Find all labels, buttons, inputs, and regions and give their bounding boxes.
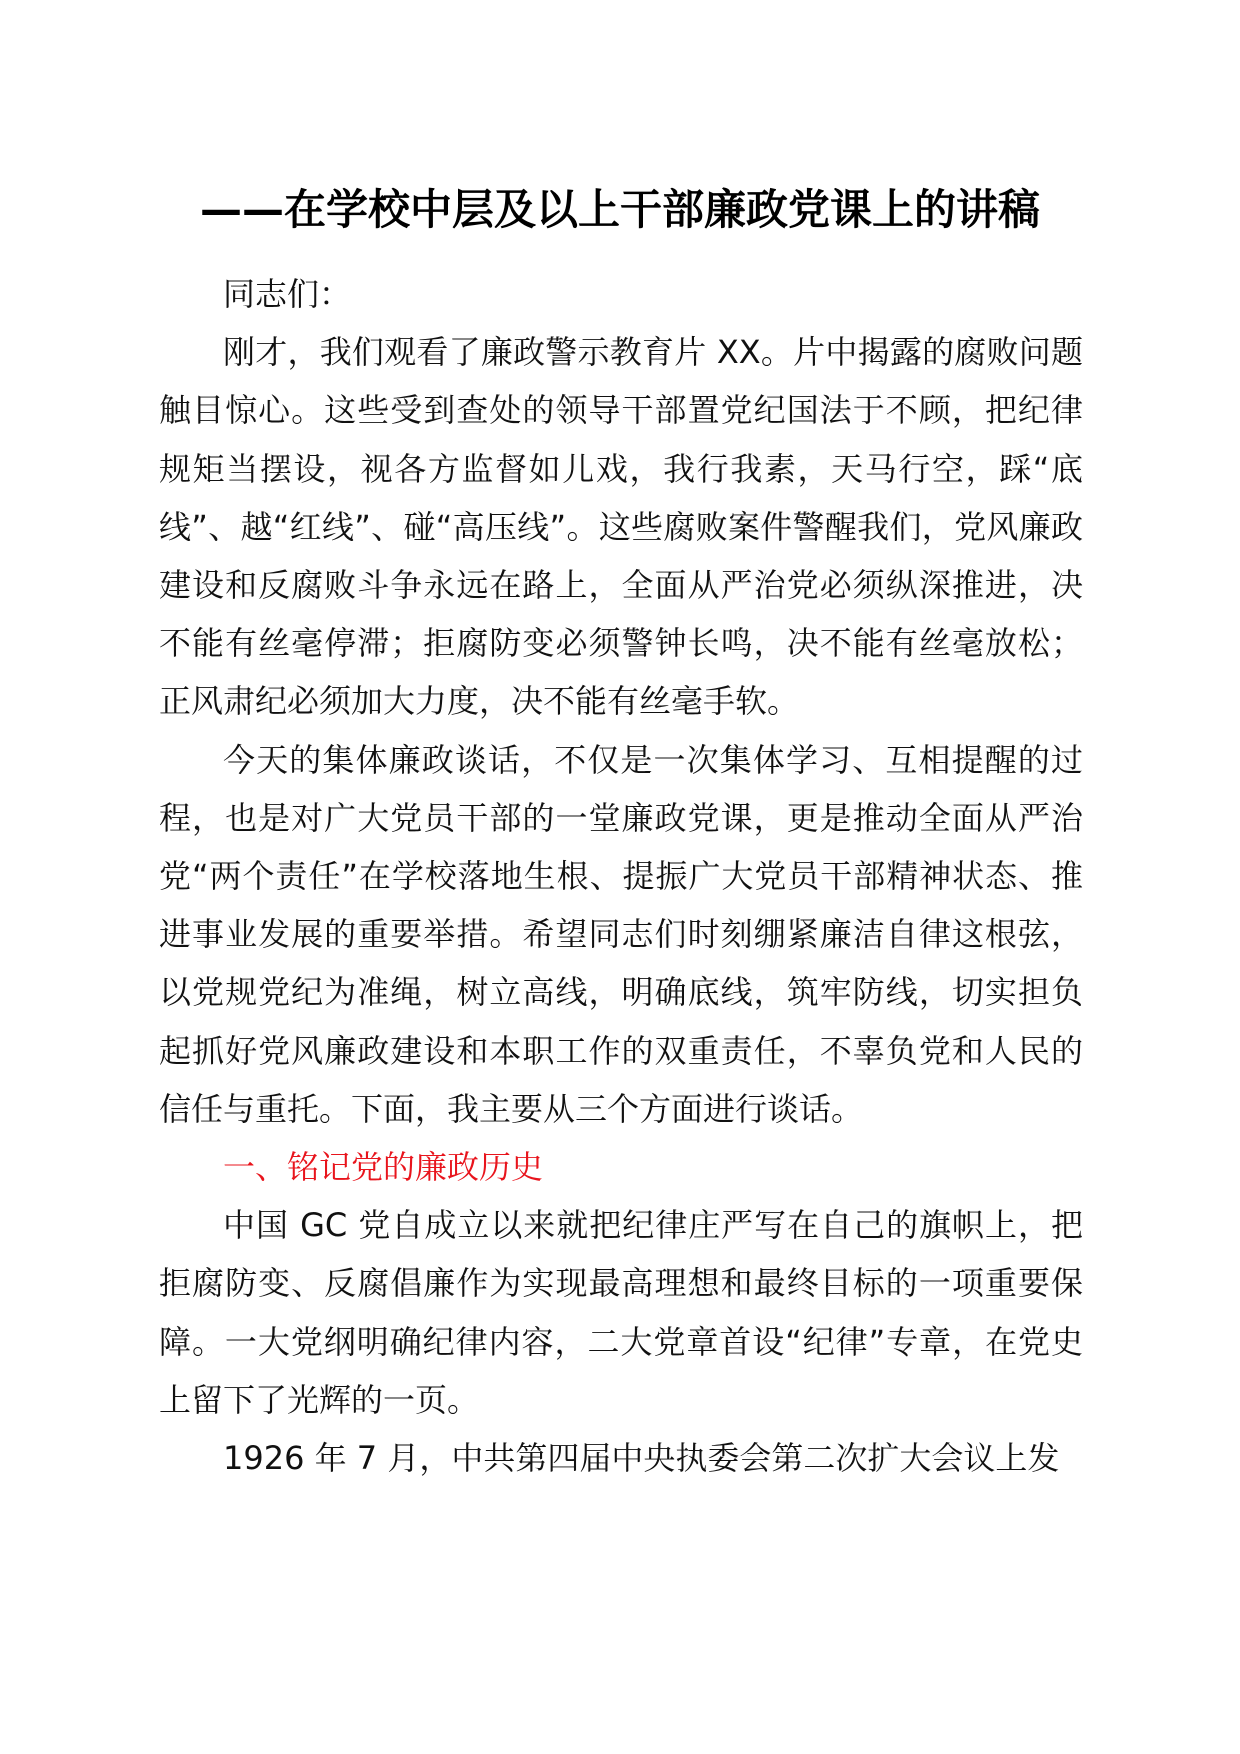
greeting: 同志们： (223, 275, 352, 313)
paragraph: 中国 GC 党自成立以来就把纪律庄严写在自己的旗帜上，把拒腐防变、反腐倡廉作为实现最高理想和最终目标的一项重要保障。一大党纲明确纪律内容，二大党章首设“纪律”专章，在党史上留下了光辉的一页。 (159, 1206, 1083, 1419)
paragraph: 1926 年 7 月，中共第四届中央执委会第二次扩大会议上发 (223, 1439, 1060, 1478)
paragraph: 今天的集体廉政谈话，不仅是一次集体学习、互相提醒的过程，也是对广大党员干部的一堂廉政党课，更是推动全面从严治党“两个责任”在学校落地生根、提振广大党员干部精神状态、推进事业发展的重要举措。希望同志们时刻绷紧廉洁自律这根弦，以党规党纪为准绳，树立高线，明确底线，筑牢防线，切实担负起抓好党风廉政建设和本职工作的双重责任，不辜负党和人民的信任与重托。下面，我主要从三个方面进行谈话。 (159, 740, 1083, 1128)
document-body (159, 265, 1083, 1487)
section-heading: 一、铭记党的廉政历史 (223, 1148, 544, 1187)
document-title: ——在学校中层及以上干部廉政党课上的讲稿 (199, 185, 1040, 234)
paragraph: 刚才，我们观看了廉政警示教育片 XX。片中揭露的腐败问题触目惊心。这些受到查处的领导干部置党纪国法于不顾，把纪律规矩当摆设，视各方监督如儿戏，我行我素，天马行空，踩“底线”、越“红线”、碰“高压线”。这些腐败案件警醒我们，党风廉政建设和反腐败斗争永远在路上，全面从严治党必须纵深推进，决不能有丝毫停滞；拒腐防变必须警钟长鸣，决不能有丝毫放松；正风肃纪必须加大力度，决不能有丝毫手软。 (159, 333, 1083, 721)
